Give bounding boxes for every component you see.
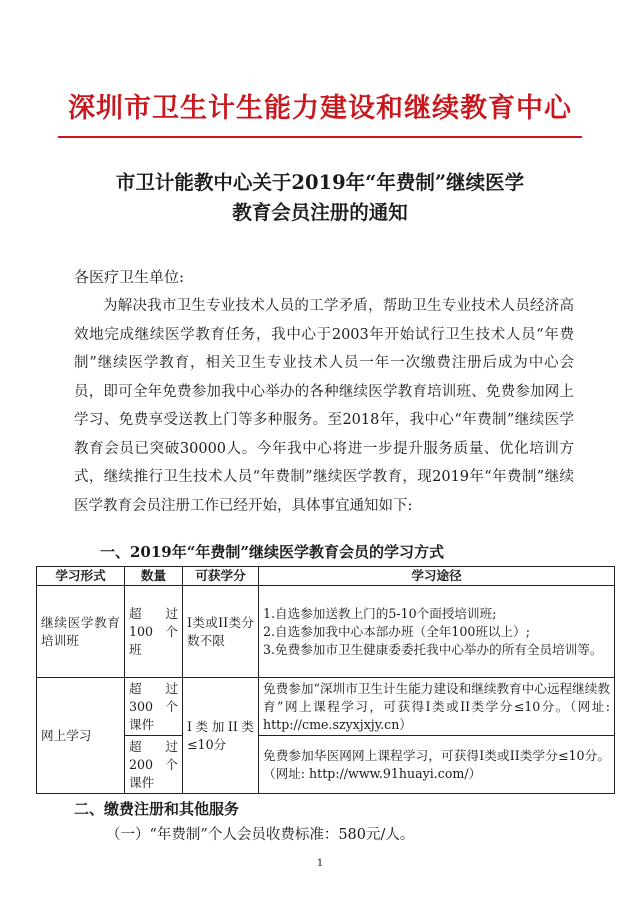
cell-ways: 免费参加“深圳市卫生计生能力建设和继续教育中心远程继续教育”网上课程学习，可获得I类或II类学分≤10分。（网址: http://cme.szyxjxjy.cn） bbox=[259, 678, 615, 736]
section-2-heading: 二、缴费注册和其他服务 bbox=[74, 800, 240, 818]
cell-ways bbox=[259, 586, 615, 678]
cell-form: 网上学习 bbox=[37, 678, 125, 794]
header-quantity: 数量 bbox=[125, 567, 183, 586]
table-header-row bbox=[37, 567, 615, 586]
page-number: 1 bbox=[316, 858, 324, 869]
section-1-heading: 一、2019年“年费制”继续医学教育会员的学习方式 bbox=[100, 543, 445, 561]
notice-body: 为解决我市卫生专业技术人员的工学矛盾，帮助卫生专业技术人员经济高效地完成继续医学教育任务，我中心于2003年开始试行卫生技术人员“年费制”继续医学教育，相关卫生专业技术人员一年一次缴费注册后成为中心会员，即可全年免费参加我中心举办的各种继续医学教育培训班、免费参加网上学习、免费享受送教上门等多种服务。至2018年，我中心“年费制”继续医学教育会员已突破30000人。今年我中心将进一步提升服务质量、优化培训方式，继续推行卫生技术人员“年费制”继续医学教育，现2019年“年费制”继续医学教育会员注册工作已经开始，具体事宜通知如下: bbox=[74, 298, 574, 514]
cell-credit: I类加II类≤10分 bbox=[183, 678, 259, 794]
notice-title bbox=[40, 168, 600, 228]
way-item: 3.免费参加市卫生健康委委托我中心举办的所有全员培训等。 bbox=[263, 641, 603, 657]
header-ways: 学习途径 bbox=[259, 567, 615, 586]
notice-title-line-2: 教育会员注册的通知 bbox=[232, 201, 408, 224]
learning-methods-table bbox=[36, 566, 615, 794]
header-divider bbox=[58, 136, 582, 138]
cell-quantity: 超过200个课件 bbox=[125, 736, 183, 794]
salutation: 各医疗卫生单位: bbox=[74, 268, 185, 286]
way-item: 1.自选参加送教上门的5-10个面授培训班; bbox=[263, 605, 497, 621]
notice-title-line-1: 市卫计能教中心关于2019年“年费制”继续医学 bbox=[115, 171, 525, 194]
cell-ways: 免费参加华医网网上课程学习，可获得I类或II类学分≤10分。（网址: http://www.91huayi.com/） bbox=[259, 736, 615, 794]
table-row bbox=[37, 586, 615, 678]
header-credit: 可获学分 bbox=[183, 567, 259, 586]
cell-credit: I类或II类分数不限 bbox=[183, 586, 259, 678]
cell-quantity: 超过300个课件 bbox=[125, 678, 183, 736]
fee-standard-line: （一）“年费制”个人会员收费标准：580元/人。 bbox=[106, 827, 415, 843]
org-header-title: 深圳市卫生计生能力建设和继续教育中心 bbox=[68, 93, 572, 124]
table-row bbox=[37, 678, 615, 736]
header-form: 学习形式 bbox=[37, 567, 125, 586]
cell-quantity: 超过100个班 bbox=[125, 586, 183, 678]
cell-form: 继续医学教育培训班 bbox=[37, 586, 125, 678]
way-item: 2.自选参加我中心本部办班（全年100班以上）; bbox=[263, 623, 530, 639]
